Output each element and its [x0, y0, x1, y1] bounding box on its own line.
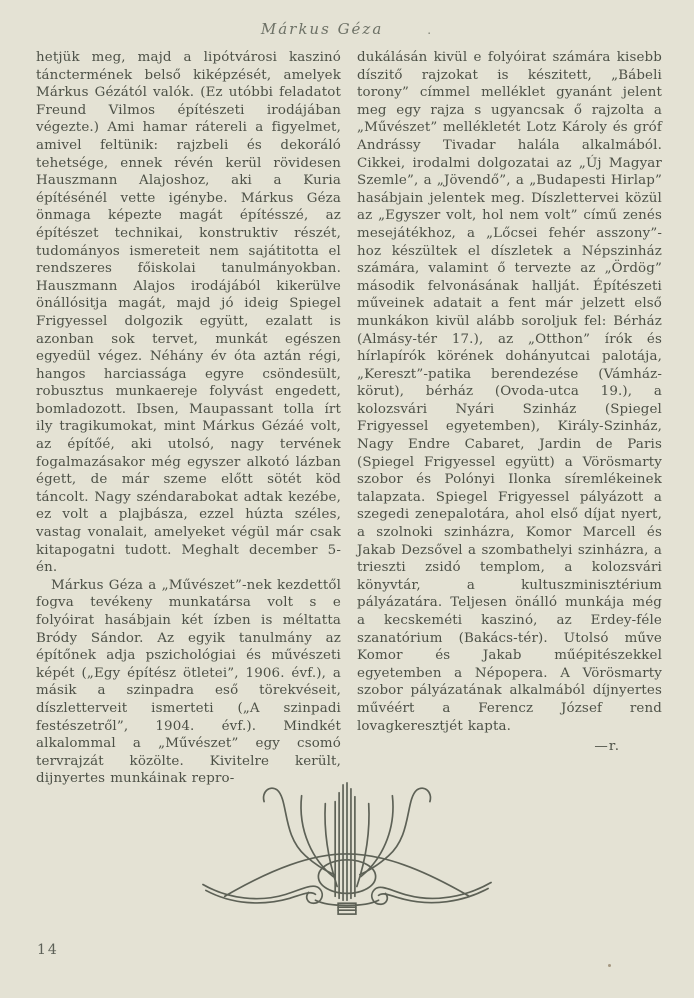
header-dot: . — [427, 23, 434, 37]
right-column — [357, 49, 662, 788]
left-column — [36, 49, 341, 788]
paragraph: Márkus Géza a „Művészet”-nek kezdettől fogva tevékeny munkatársa volt s e folyóirat hasábjain két ízben is méltatta Bródy Sándor. Az egyik tanulmány az építőnek adja pszichológiai és művészeti képét („Egy építész ötletei”, 1906. évf.), a másik a szinpadra eső törekvéseit, díszletterveit ismerteti („A szinpadi festészetről”, 1904. évf.). Mindkét alkalommal a „Művészet” egy csomó tervrajzát közölte. Kivitelre került, dijnyertes munkáinak repro- — [36, 577, 341, 787]
page-number: 14 — [37, 942, 59, 958]
author-signature: —r. — [594, 739, 620, 755]
paragraph: dukálásán kivül e folyóirat számára kisebb díszitő rajzokat is készitett, „Bábeli torony” címmel melléklet gyanánt jelent meg egy rajza s ugyancsak ő rajzolta a „Művészet” mellékletét Lotz Károly és gróf Andrássy Tivadar halála alkalmából. Cikkei, irodalmi dolgozatai az „Új Magyar Szemle”, a „Jövendő”, a „Budapesti Hirlap” hasábjain jelentek meg. Díszlettervei közül az „Egyszer volt, hol nem volt” című zenés mesejátékhoz, a „Lőcsei fehér asszony”-hoz készültek el díszletek a Népszinház számára, valamint ő tervezte az „Ördög” második felvonásának hallját. Építészeti műveinek adatait a fent már jelzett első munkákon kivül alább soroljuk fel: Bérház (Almásy-tér 17.), az „Otthon” írók és hírlapírók körének dohányutcai palotája, „Kereszt”-patika berendezése (Vámház-körut), bérház (Ovoda-utca 19.), a kolozsvári Nyári Szinház (Spiegel Frigyessel egyetemben), Király-Szinház, Nagy Endre Cabaret, Jardin de Paris (Spiegel Frigyessel együtt) a Vörösmarty szobor és Polónyi Ilonka síremlékeinek talapzata. Spiegel Frigyessel pályázott a szegedi zenepalotára, ahol első díjat nyert, a szolnoki szinházra, Komor Marcell és Jakab Dezsővel a szombathelyi szinházra, a trieszti zsidó templom, a kolozsvári könyvtár, a kultuszminisztérium pályázatára. Teljesen önálló munkája még a kecskeméti kaszinó, az Erdey-féle szanatórium (Bakács-tér). Utolsó műve Komor és Jakab műépitészekkel egyetemben a Népopera. A Vörösmarty szobor pályázatának alkalmából díjnyertes művéért a Ferencz József rend lovagkeresztjét kapta. — [357, 50, 662, 734]
flourish-ornament-drawing — [199, 772, 495, 924]
flourish-ornament — [0, 772, 694, 924]
page-title: Márkus Géza — [260, 20, 384, 38]
running-header — [0, 20, 694, 38]
paragraph: hetjük meg, majd a lipótvárosi kaszinó tánctermének belső kiképzését, amelyek Márkus Gézától valók. (Ez utóbbi feladatot Freund Vilmos építészeti irodájában végezte.) Ami hamar rátereli a figyelmet, amivel feltünik: rajzbeli és dekoráló tehetsége, ennek révén kerül rövidesen Hauszmann Alajoshoz, aki a Kuria építésénél vette igénybe. Márkus Géza önmaga képezte magát építésszé, az építészet technikai, konstruktiv részét, tudományos ismereteit nem sajátitotta el rendszeres főiskolai tanulmányokban. Hauszmann Alajos irodájából kikerülve önállósitja magát, majd jó ideig Spiegel Frigyessel dolgozik együtt, ezalatt is azonban sok tervet, munkát egészen egyedül végez. Néhány év óta aztán régi, hangos harciassága egyre csöndesült, robusztus munkaereje folyvást engedett, bomladozott. Ibsen, Maupassant tolla írt ily tragikumokat, mint Márkus Gézáé volt, az építőé, aki utolsó, nagy tervének fogalmazásakor még egyszer alkotó lázban égett, de már szeme előtt sötét köd táncolt. Nagy széndarabokat adtak kezébe, ez volt a plajbásza, ezzel húzta széles, vastag vonalait, amelyeket végül már csak kitapogatni tudott. Meghalt december 5-én. — [36, 50, 341, 576]
paper-speck — [608, 964, 611, 967]
article-body — [36, 49, 662, 788]
